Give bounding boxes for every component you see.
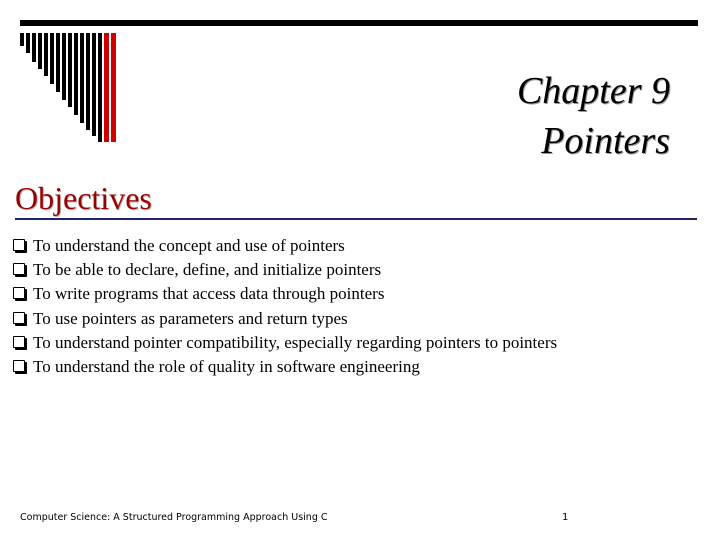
checkbox-bullet-icon <box>13 263 25 275</box>
checkbox-bullet-icon <box>13 287 25 299</box>
footer-text: Computer Science: A Structured Programming Approach Using C <box>20 512 328 523</box>
slide-title <box>517 66 670 166</box>
section-heading: Objectives <box>15 180 152 216</box>
objective-text: To understand the role of quality in software engineering <box>33 357 420 377</box>
title-line-chapter: Chapter 9 <box>516 70 670 112</box>
objective-text: To write programs that access data through pointers <box>33 284 385 304</box>
list-item <box>13 282 557 306</box>
objective-text: To understand the concept and use of pointers <box>33 236 345 256</box>
list-item <box>13 355 557 379</box>
list-item <box>13 331 557 355</box>
checkbox-bullet-icon <box>13 360 25 372</box>
list-item <box>13 258 557 282</box>
objective-text: To understand pointer compatibility, especially regarding pointers to pointers <box>33 332 558 352</box>
heading-underline <box>15 218 697 220</box>
objective-text: To use pointers as parameters and return types <box>33 308 348 328</box>
objective-text: To be able to declare, define, and initialize pointers <box>33 260 382 280</box>
objectives-list <box>13 234 557 379</box>
decorative-bars-graphic <box>0 0 160 150</box>
list-item <box>13 234 557 258</box>
checkbox-bullet-icon <box>13 239 25 251</box>
list-item <box>13 307 557 331</box>
page-number: 1 <box>562 512 569 523</box>
checkbox-bullet-icon <box>13 312 25 324</box>
checkbox-bullet-icon <box>13 336 25 348</box>
title-line-topic: Pointers <box>541 120 670 162</box>
